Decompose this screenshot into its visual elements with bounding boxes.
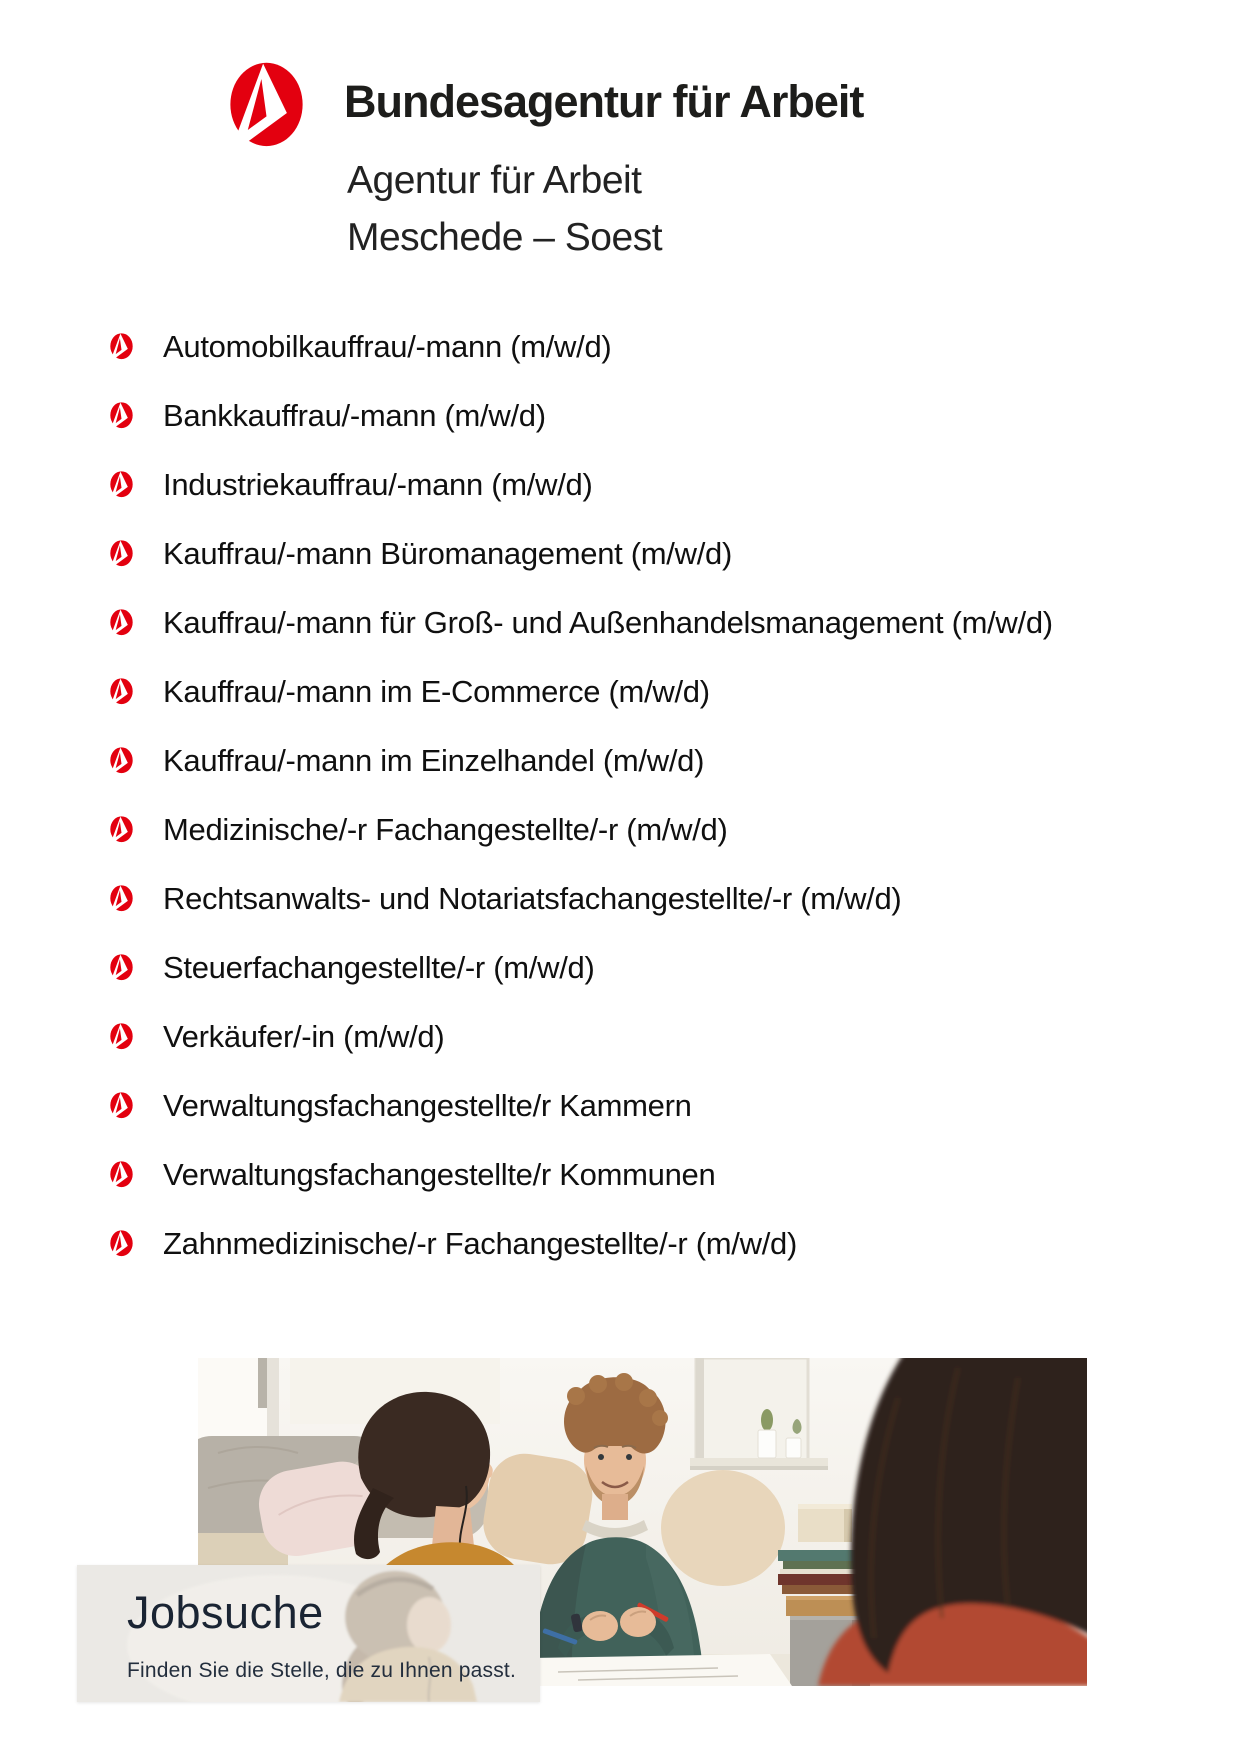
job-title-label: Verwaltungsfachangestellte/r Kommunen [163,1156,716,1192]
ba-roundel-icon [108,815,135,845]
ba-roundel-icon [108,332,135,362]
ba-roundel-icon [108,746,135,776]
agency-line-1: Agentur für Arbeit [347,159,642,202]
ba-roundel-icon [108,1091,135,1121]
list-item [108,933,1053,1002]
ba-roundel-icon [108,401,135,431]
job-title-label: Kauffrau/-mann für Groß- und Außenhandelsmanagement (m/w/d) [163,604,1053,640]
ba-roundel-icon [108,539,135,569]
ba-roundel-icon [108,1022,135,1052]
job-title-label: Bankkauffrau/-mann (m/w/d) [163,397,546,433]
list-item [108,1071,1053,1140]
jobsuche-banner [77,1565,540,1702]
job-title-label: Zahnmedizinische/-r Fachangestellte/-r (m/w/d) [163,1225,797,1261]
list-item [108,588,1053,657]
job-title-label: Verkäufer/-in (m/w/d) [163,1018,445,1054]
list-item [108,381,1053,450]
list-item [108,1209,1053,1278]
ba-roundel-icon [108,677,135,707]
ba-roundel-icon [108,1229,135,1259]
job-title-label: Verwaltungsfachangestellte/r Kammern [163,1087,692,1123]
job-list [108,312,1053,1278]
agency-line-2: Meschede – Soest [347,216,663,259]
jobsuche-subtitle: Finden Sie die Stelle, die zu Ihnen passt. [127,1659,516,1682]
list-item [108,312,1053,381]
ba-roundel-icon [108,608,135,638]
list-item [108,657,1053,726]
list-item [108,450,1053,519]
list-item [108,1002,1053,1071]
job-title-label: Steuerfachangestellte/-r (m/w/d) [163,949,595,985]
jobsuche-title: Jobsuche [127,1587,324,1638]
list-item [108,519,1053,588]
list-item [108,726,1053,795]
ba-roundel-icon [108,470,135,500]
job-title-label: Industriekauffrau/-mann (m/w/d) [163,466,593,502]
job-title-label: Medizinische/-r Fachangestellte/-r (m/w/d) [163,811,728,847]
job-title-label: Automobilkauffrau/-mann (m/w/d) [163,328,612,364]
ba-logo-icon [224,58,309,156]
org-name: Bundesagentur für Arbeit [344,76,864,127]
job-title-label: Kauffrau/-mann im E-Commerce (m/w/d) [163,673,710,709]
list-item [108,864,1053,933]
job-title-label: Kauffrau/-mann Büromanagement (m/w/d) [163,535,732,571]
ba-roundel-icon [108,1160,135,1190]
job-title-label: Kauffrau/-mann im Einzelhandel (m/w/d) [163,742,705,778]
agency-name [347,152,662,266]
ba-roundel-icon [108,953,135,983]
list-item [108,795,1053,864]
ba-roundel-icon [108,884,135,914]
list-item [108,1140,1053,1209]
job-title-label: Rechtsanwalts- und Notariatsfachangestellte/-r (m/w/d) [163,880,902,916]
photo-window-right [690,1358,828,1470]
photo-cushion-right [661,1470,785,1586]
photo-papers [514,1654,792,1686]
